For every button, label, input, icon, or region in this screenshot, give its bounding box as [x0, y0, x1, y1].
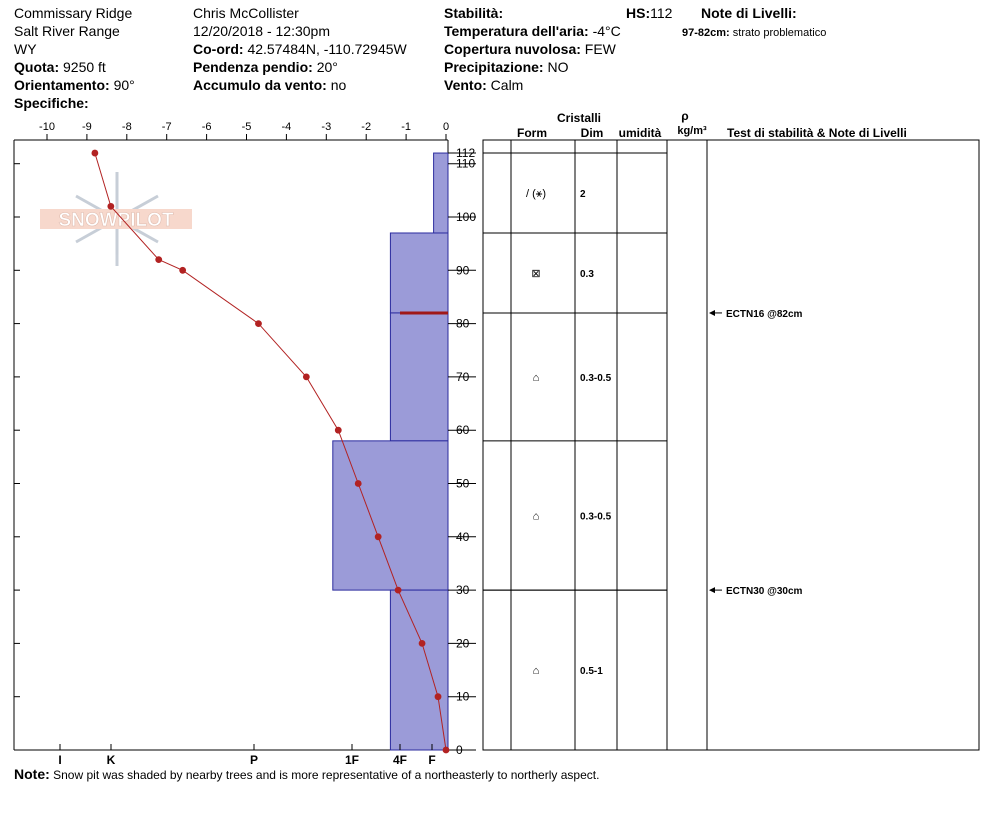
height-tick-label: 80 — [456, 316, 470, 331]
height-tick-label: 110 — [456, 156, 476, 171]
layer-dim: 0.3-0.5 — [580, 372, 612, 384]
table-rows — [483, 153, 803, 677]
hardness-tick-label: F — [428, 753, 436, 767]
height-tick-label: 10 — [456, 689, 470, 704]
layer-note-text: strato problematico — [732, 27, 827, 39]
note-text: Snow pit was shaded by nearby trees and is more representative of a northeasterly to northerly aspect. — [53, 768, 600, 782]
temperature-axis — [39, 121, 449, 140]
table-border — [483, 140, 979, 750]
layer-dim: 0.5-1 — [580, 666, 603, 678]
hardness-bar — [390, 313, 448, 441]
col-density: kg/m³ — [677, 125, 707, 137]
slope-label: Pendenza pendio: — [193, 59, 313, 75]
col-humidity: umidità — [618, 126, 662, 140]
col-form: Form — [517, 126, 547, 140]
profile-point — [395, 587, 402, 594]
temp-tick-label: -10 — [39, 121, 55, 133]
height-tick-label: 0 — [456, 743, 463, 757]
location: Commissary Ridge — [14, 5, 133, 21]
observer: Chris McCollister — [193, 5, 299, 21]
col-crystals: Cristalli — [556, 111, 602, 125]
profile-point — [355, 480, 362, 487]
height-tick-label: 40 — [456, 529, 470, 544]
hardness-tick-label: P — [249, 753, 259, 767]
layer-note-range: 97-82cm: — [682, 27, 730, 39]
wind-value: Calm — [490, 77, 524, 93]
elevation-value: 9250 ft — [63, 59, 106, 75]
profile-point — [303, 374, 310, 381]
test-label: ECTN16 @82cm — [726, 308, 803, 320]
height-tick-label: 112 — [456, 146, 476, 161]
hardness-bars — [333, 153, 448, 750]
footer-note — [14, 766, 599, 782]
coord-value: 42.57484N, -110.72945W — [247, 41, 407, 57]
wind-loading-value: no — [330, 77, 347, 93]
profile-point — [419, 640, 426, 647]
height-tick-label: 50 — [456, 476, 470, 491]
layer-dim: 0.3-0.5 — [580, 511, 612, 523]
state: WY — [14, 41, 37, 57]
precip-label: Precipitazione: — [444, 59, 544, 75]
hardness-tick-label: 4F — [392, 753, 408, 767]
temp-tick-label: -6 — [201, 121, 212, 133]
test-arrow-head — [709, 587, 715, 593]
temp-tick-label: -5 — [241, 121, 252, 133]
snowpilot-watermark — [40, 172, 192, 266]
temp-tick-label: -2 — [361, 121, 372, 133]
profile-point — [255, 320, 262, 327]
test-label: ECTN30 @30cm — [726, 586, 803, 598]
profile-point — [91, 150, 98, 157]
temp-tick-label: -4 — [281, 121, 292, 133]
profile-point — [335, 427, 342, 434]
layer-dim: 0.3 — [580, 268, 594, 280]
wind-label: Vento: — [444, 77, 487, 93]
layer-form: ⌂ — [532, 510, 540, 523]
hardness-axis — [58, 744, 435, 767]
note-label: Note: — [14, 766, 50, 782]
watermark-text: SNOWPILOT — [58, 210, 174, 231]
temp-tick-label: 0 — [442, 121, 450, 133]
hardness-bar — [390, 233, 448, 313]
hardness-bar — [333, 441, 448, 590]
temp-tick-label: -7 — [161, 121, 172, 133]
test-arrow-head — [709, 310, 715, 316]
cloud-value: FEW — [584, 41, 616, 57]
height-tick-label: 60 — [456, 423, 470, 438]
layer-dim: 2 — [580, 189, 586, 201]
layer-table — [483, 109, 979, 750]
layer-form: ⊠ — [531, 267, 541, 280]
temp-tick-label: -9 — [82, 121, 92, 133]
profile-point — [375, 533, 382, 540]
aspect-label: Orientamento: — [14, 77, 110, 93]
height-tick-label: 20 — [456, 636, 470, 651]
hs-label: HS: — [626, 5, 651, 21]
layer-notes-label: Note di Livelli: — [701, 5, 797, 21]
hardness-tick-label: K — [106, 753, 116, 767]
profile-point — [107, 203, 114, 210]
hardness-bar — [390, 590, 448, 750]
elevation-label: Quota: — [14, 59, 60, 75]
datetime: 12/20/2018 - 12:30pm — [193, 23, 330, 39]
height-tick-label: 100 — [456, 210, 477, 224]
hs-value: 112 — [650, 5, 673, 21]
wind-loading-label: Accumulo da vento: — [193, 77, 327, 93]
col-tests: Test di stabilità & Note di Livelli — [727, 126, 907, 140]
aspect-value: 90° — [113, 77, 135, 93]
hardness-bar — [434, 153, 448, 233]
specifics-label: Specifiche: — [14, 95, 89, 111]
profile-point — [443, 747, 450, 754]
profile-point — [179, 267, 186, 274]
cloud-label: Copertura nuvolosa: — [444, 41, 581, 57]
precip-value: NO — [547, 59, 569, 75]
height-tick-label: 70 — [456, 369, 470, 384]
layer-form: / (⚹) — [525, 188, 547, 201]
layer-form: ⌂ — [532, 665, 540, 678]
profile-point — [435, 693, 442, 700]
hardness-tick-label: I — [58, 753, 62, 767]
slope-value: 20° — [316, 59, 338, 75]
col-dim: Dim — [580, 126, 604, 140]
temp-tick-label: -8 — [121, 121, 132, 133]
air-temp-label: Temperatura dell'aria: — [444, 23, 589, 39]
stability-label: Stabilità: — [444, 5, 504, 21]
height-tick-label: 30 — [456, 583, 470, 598]
air-temp-value: -4°C — [592, 23, 621, 39]
hardness-tick-label: 1F — [344, 753, 360, 767]
temp-tick-label: -1 — [401, 121, 411, 133]
temp-tick-label: -3 — [321, 121, 332, 133]
layer-form: ⌂ — [532, 371, 540, 384]
height-tick-label: 90 — [456, 263, 470, 278]
coord-label: Co-ord: — [193, 41, 244, 57]
profile-point — [155, 256, 162, 263]
col-rho: ρ — [681, 109, 689, 123]
range: Salt River Range — [14, 23, 120, 39]
